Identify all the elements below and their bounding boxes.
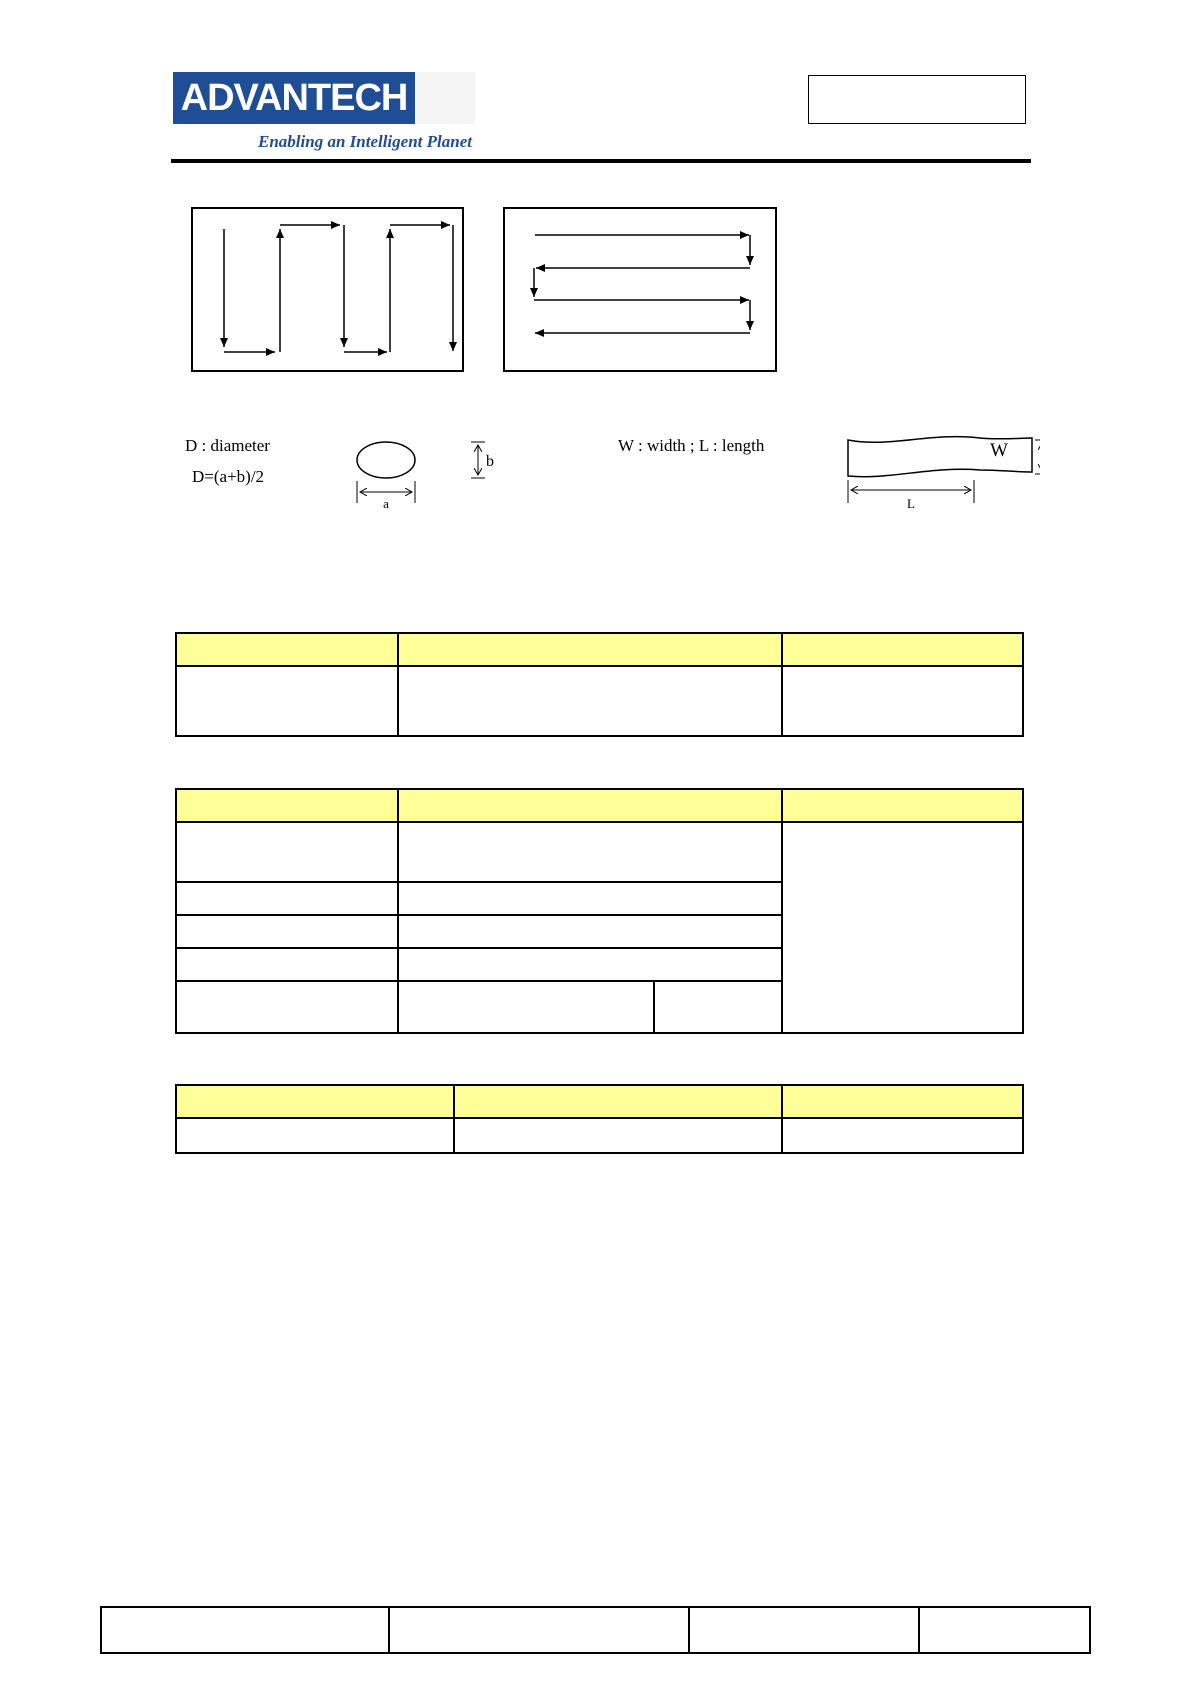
table-cell — [176, 822, 398, 882]
brand-name: ADVANTECH — [180, 77, 408, 119]
table-header-cell — [782, 789, 1023, 822]
ellipse-shape — [357, 442, 415, 478]
table-header-cell — [782, 1085, 1023, 1118]
table-header-row — [176, 789, 1023, 822]
table-cell — [398, 948, 782, 981]
strip-length-label: L — [907, 496, 915, 510]
table-cell — [176, 666, 398, 736]
table-cell — [782, 666, 1023, 736]
table-cell — [454, 1118, 782, 1153]
footer-cell — [919, 1607, 1090, 1653]
company-tagline: Enabling an Intelligent Planet — [258, 132, 472, 151]
table-header-cell — [176, 633, 398, 666]
strip-width-label: W — [990, 440, 1008, 461]
footer-cell — [101, 1607, 389, 1653]
diameter-label: D : diameter — [185, 436, 270, 455]
spec-table-2 — [175, 788, 1024, 1034]
measurement-legend — [170, 420, 1040, 510]
table-row — [176, 822, 1023, 882]
table-header-row — [176, 1085, 1023, 1118]
table-cell — [176, 915, 398, 948]
table-cell — [176, 882, 398, 915]
table-cell — [398, 882, 782, 915]
table-row — [176, 1118, 1023, 1153]
header-divider — [171, 159, 1031, 163]
company-logo — [173, 72, 415, 124]
horizontal-scan-path — [505, 209, 775, 370]
table-header-cell — [176, 1085, 454, 1118]
spec-table-3 — [175, 1084, 1024, 1154]
table-cell — [398, 915, 782, 948]
vertical-scan-path — [193, 209, 462, 370]
table-cell — [782, 1118, 1023, 1153]
table-header-cell — [398, 789, 782, 822]
ellipse-width-label: a — [383, 496, 389, 510]
table-header-cell — [176, 789, 398, 822]
footer-row — [101, 1607, 1090, 1653]
table-cell — [398, 981, 654, 1033]
table-cell — [176, 1118, 454, 1153]
table-cell — [782, 822, 1023, 1033]
table-header-cell — [782, 633, 1023, 666]
table-cell — [176, 948, 398, 981]
ellipse-height-label: b — [486, 453, 494, 470]
table-cell — [398, 822, 782, 882]
table-header-cell — [398, 633, 782, 666]
vertical-scan-diagram — [191, 207, 464, 372]
page-footer-table — [100, 1606, 1091, 1654]
table-cell — [654, 981, 782, 1033]
table-header-cell — [454, 1085, 782, 1118]
document-number-box — [808, 75, 1026, 124]
footer-cell — [389, 1607, 689, 1653]
width-length-label: W : width ; L : length — [618, 436, 765, 455]
horizontal-scan-diagram — [503, 207, 777, 372]
footer-cell — [689, 1607, 919, 1653]
table-header-row — [176, 633, 1023, 666]
logo-background — [415, 72, 475, 124]
table-row — [176, 666, 1023, 736]
table-cell — [398, 666, 782, 736]
spec-table-1 — [175, 632, 1024, 737]
diameter-formula: D=(a+b)/2 — [192, 467, 265, 486]
table-cell — [176, 981, 398, 1033]
